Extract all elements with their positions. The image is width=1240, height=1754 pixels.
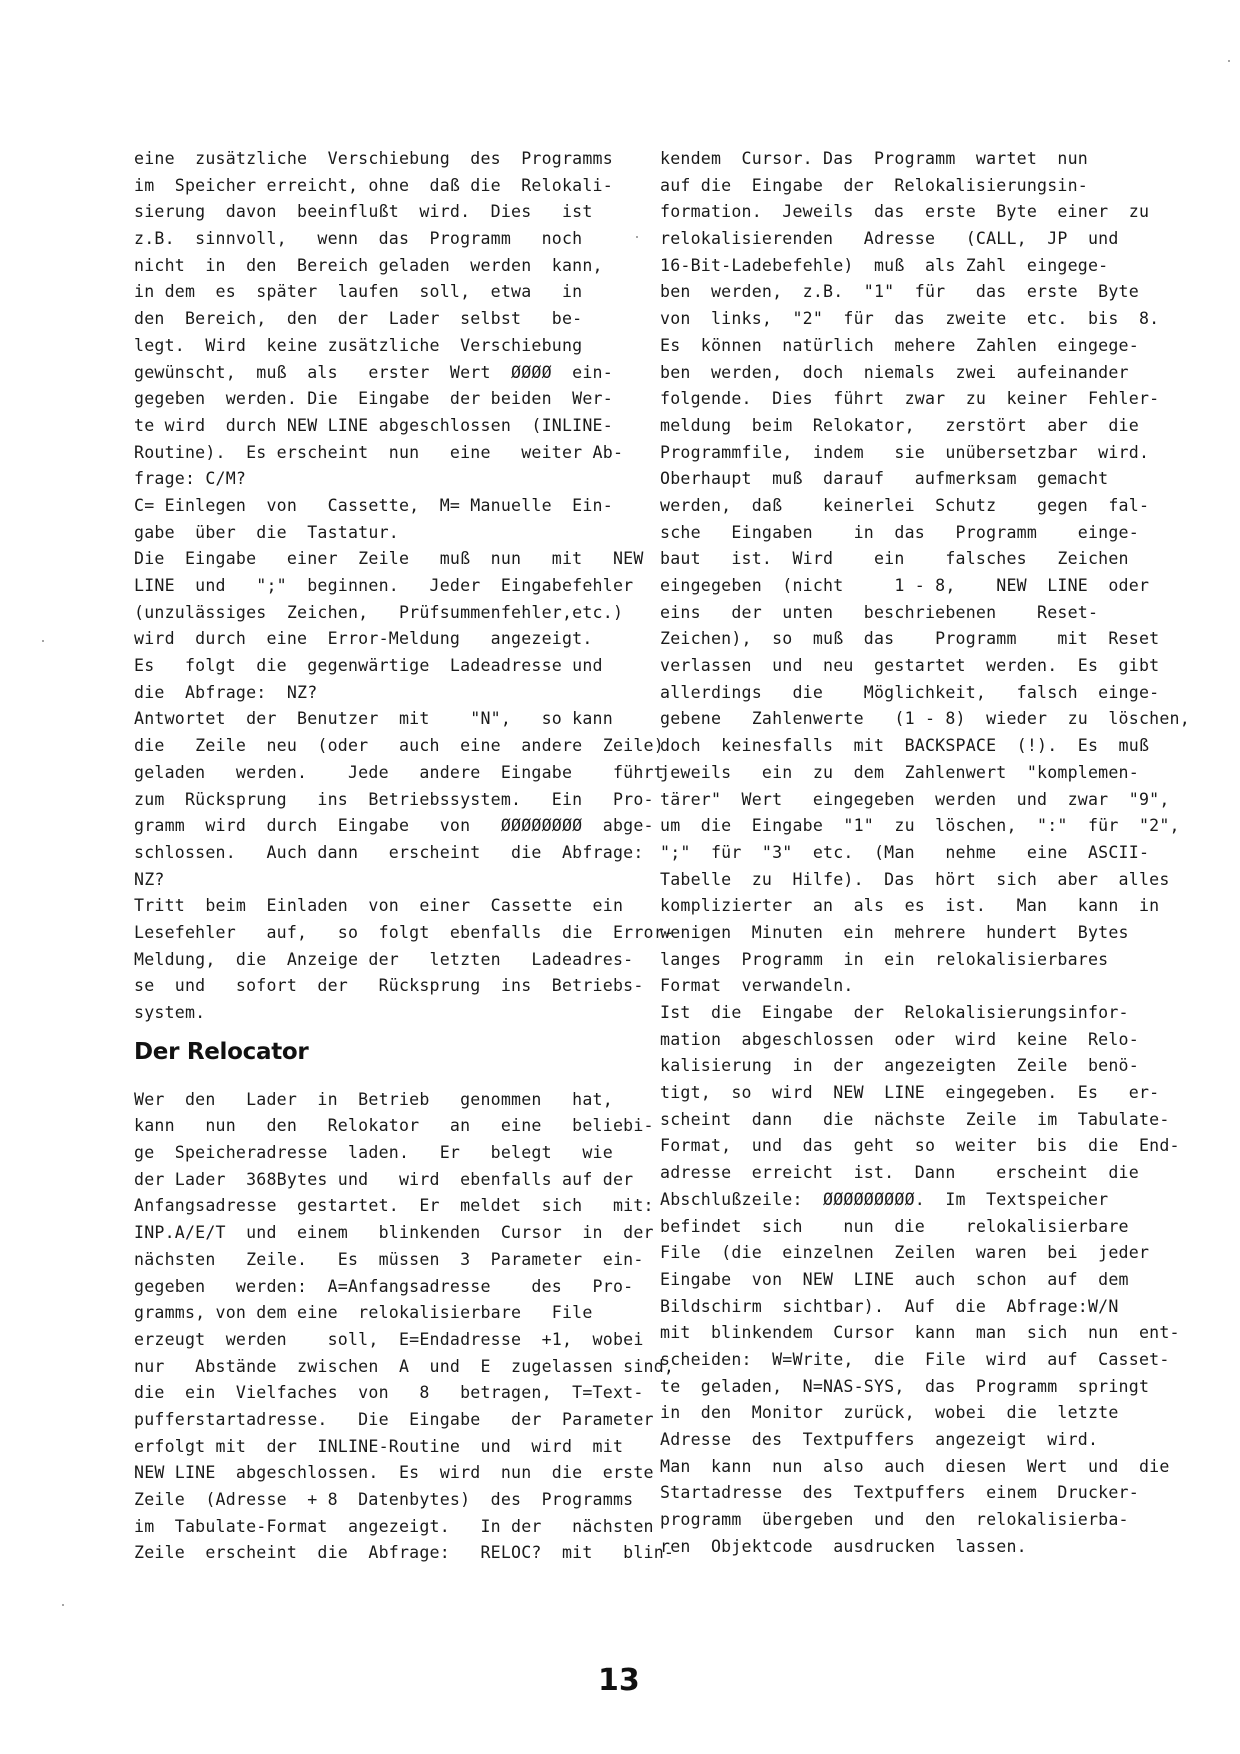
text-line: Ist die Eingabe der Relokalisierungsinfor-: [660, 1003, 1129, 1022]
text-line: kalisierung in der angezeigten Zeile benö-: [660, 1056, 1139, 1076]
text-line: Tritt beim Einladen von einer Cassette ein: [134, 896, 624, 916]
text-line: Es folgt die gegenwärtige Ladeadresse und: [134, 656, 603, 676]
text-line: Eingabe von NEW LINE auch schon auf dem: [660, 1269, 1129, 1289]
text-line: den Bereich, den der Lader selbst be-: [134, 309, 583, 329]
text-line: C= Einlegen von Cassette, M= Manuelle Ein-: [134, 495, 613, 515]
text-line: tärer" Wert eingegeben werden und zwar "9",: [660, 789, 1170, 809]
text-line: Format, und das geht so weiter bis die End-: [660, 1136, 1180, 1156]
left-column: [134, 146, 675, 1567]
text-line: geladen werden. Jede andere Eingabe führt: [134, 762, 664, 782]
text-line: Die Eingabe einer Zeile muß nun mit NEW: [134, 549, 644, 569]
text-line: ben werden, z.B. "1" für das erste Byte: [660, 282, 1139, 302]
text-line: sche Eingaben in das Programm einge-: [660, 522, 1139, 542]
scan-speck: [636, 236, 638, 238]
text-line: ge Speicheradresse laden. Er belegt wie: [134, 1143, 613, 1163]
text-line: schlossen. Auch dann erscheint die Abfrage:: [134, 842, 644, 862]
text-line: legt. Wird keine zusätzliche Verschiebung: [134, 335, 583, 355]
text-line: ";" für "3" etc. (Man nehme eine ASCII-: [660, 842, 1150, 862]
text-line: nur Abstände zwischen A und E zugelassen sind,: [134, 1356, 675, 1376]
text-line: kendem Cursor. Das Programm wartet nun: [660, 149, 1088, 168]
text-line: wenigen Minuten ein mehrere hundert Bytes: [660, 922, 1129, 942]
text-line: in dem es später laufen soll, etwa in: [134, 282, 583, 302]
text-line: meldung beim Relokator, zerstört aber die: [660, 415, 1139, 435]
text-line: Meldung, die Anzeige der letzten Ladeadres-: [134, 949, 634, 969]
text-line: (unzulässiges Zeichen, Prüfsummenfehler,etc.): [134, 602, 624, 622]
text-line: INP.A/E/T und einem blinkenden Cursor in der: [134, 1223, 654, 1243]
text-line: system.: [134, 1003, 206, 1022]
text-line: kann nun den Relokator an eine beliebi-: [134, 1116, 654, 1136]
text-line: gramm wird durch Eingabe von ØØØØØØØØ abge-: [134, 816, 654, 836]
text-line: Startadresse des Textpuffers einem Drucker-: [660, 1483, 1139, 1503]
text-line: programm übergeben und den relokalisierba-: [660, 1510, 1129, 1530]
text-line: wird durch eine Error-Meldung angezeigt.: [134, 629, 593, 649]
text-line: adresse erreicht ist. Dann erscheint die: [660, 1163, 1139, 1183]
text-line: 16-Bit-Ladebefehle) muß als Zahl eingege-: [660, 255, 1109, 275]
text-line: Es können natürlich mehere Zahlen eingege-: [660, 335, 1139, 355]
text-line: NZ?: [134, 869, 165, 889]
text-line: Tabelle zu Hilfe). Das hört sich aber alles: [660, 869, 1170, 889]
text-line: Format verwandeln.: [660, 976, 854, 996]
text-line: allerdings die Möglichkeit, falsch einge-: [660, 682, 1160, 702]
text-line: im Tabulate-Format angezeigt. In der nächsten: [134, 1516, 654, 1536]
left-column-section-text: [134, 1087, 675, 1567]
text-line: gewünscht, muß als erster Wert ØØØØ ein-: [134, 362, 613, 382]
text-line: im Speicher erreicht, ohne daß die Relokali-: [134, 175, 613, 195]
text-line: File (die einzelnen Zeilen waren bei jeder: [660, 1243, 1150, 1263]
text-line: nächsten Zeile. Es müssen 3 Parameter ein-: [134, 1249, 644, 1269]
text-line: baut ist. Wird ein falsches Zeichen: [660, 549, 1129, 569]
text-line: langes Programm in ein relokalisierbares: [660, 949, 1109, 969]
text-line: gramms, von dem eine relokalisierbare File: [134, 1303, 593, 1323]
text-line: erfolgt mit der INLINE-Routine und wird mit: [134, 1436, 624, 1456]
text-line: in den Monitor zurück, wobei die letzte: [660, 1403, 1119, 1423]
text-line: die Zeile neu (oder auch eine andere Zeile): [134, 736, 664, 756]
text-line: eingegeben (nicht 1 - 8, NEW LINE oder: [660, 576, 1150, 595]
text-line: auf die Eingabe der Relokalisierungsin-: [660, 175, 1088, 195]
text-line: eins der unten beschriebenen Reset-: [660, 602, 1099, 622]
text-line: ben werden, doch niemals zwei aufeinander: [660, 362, 1129, 382]
text-line: von links, "2" für das zweite etc. bis 8.: [660, 309, 1160, 329]
text-line: gegeben werden: A=Anfangsadresse des Pro-: [134, 1276, 634, 1296]
text-line: gabe über die Tastatur.: [134, 522, 399, 542]
text-line: verlassen und neu gestartet werden. Es gibt: [660, 656, 1160, 676]
text-line: sierung davon beeinflußt wird. Dies ist: [134, 202, 593, 222]
text-line: gegeben werden. Die Eingabe der beiden Wer-: [134, 389, 613, 409]
text-line: formation. Jeweils das erste Byte einer zu: [660, 202, 1150, 222]
text-line: erzeugt werden soll, E=Endadresse +1, wobei: [134, 1329, 644, 1349]
text-line: Oberhaupt muß darauf aufmerksam gemacht: [660, 469, 1109, 489]
text-line: die ein Vielfaches von 8 betragen, T=Text-: [134, 1383, 644, 1403]
text-line: befindet sich nun die relokalisierbare: [660, 1216, 1129, 1236]
text-line: Zeile erscheint die Abfrage: RELOC? mit blin-: [134, 1543, 675, 1563]
right-column: [660, 146, 1190, 1560]
text-line: nicht in den Bereich geladen werden kann,: [134, 255, 603, 275]
scan-speck: [62, 1604, 64, 1606]
text-line: Zeichen), so muß das Programm mit Reset: [660, 629, 1160, 649]
text-line: mation abgeschlossen oder wird keine Relo-: [660, 1029, 1139, 1049]
text-line: der Lader 368Bytes und wird ebenfalls auf der: [134, 1169, 634, 1189]
text-line: mit blinkendem Cursor kann man sich nun ent-: [660, 1323, 1180, 1343]
text-line: Lesefehler auf, so folgt ebenfalls die Error-: [134, 922, 675, 942]
text-line: die Abfrage: NZ?: [134, 682, 318, 702]
text-line: Routine). Es erscheint nun eine weiter Ab-: [134, 442, 624, 462]
text-line: scheiden: W=Write, die File wird auf Casset-: [660, 1349, 1170, 1369]
text-line: Bildschirm sichtbar). Auf die Abfrage:W/N: [660, 1296, 1119, 1316]
text-line: Adresse des Textpuffers angezeigt wird.: [660, 1430, 1099, 1449]
scan-speck: [1228, 60, 1230, 62]
text-line: zum Rücksprung ins Betriebssystem. Ein Pro-: [134, 789, 654, 809]
scan-speck: [42, 640, 44, 642]
text-line: LINE und ";" beginnen. Jeder Eingabefehler: [134, 576, 634, 595]
text-line: z.B. sinnvoll, wenn das Programm noch: [134, 229, 583, 249]
text-line: tigt, so wird NEW LINE eingegeben. Es er-: [660, 1083, 1160, 1103]
text-line: NEW LINE abgeschlossen. Es wird nun die erste: [134, 1463, 654, 1483]
text-line: eine zusätzliche Verschiebung des Programms: [134, 149, 613, 168]
text-line: Anfangsadresse gestartet. Er meldet sich mit:: [134, 1196, 654, 1216]
text-line: Zeile (Adresse + 8 Datenbytes) des Programms: [134, 1490, 634, 1509]
text-line: se und sofort der Rücksprung ins Betriebs-: [134, 976, 644, 996]
section-heading: Der Relocator: [134, 1038, 309, 1065]
right-column-paragraphs: [660, 146, 1190, 1560]
text-line: pufferstartadresse. Die Eingabe der Parameter: [134, 1409, 654, 1429]
text-line: relokalisierenden Adresse (CALL, JP und: [660, 229, 1119, 249]
page-number: 13: [598, 1663, 640, 1698]
text-line: gebene Zahlenwerte (1 - 8) wieder zu löschen,: [660, 709, 1190, 729]
text-line: um die Eingabe "1" zu löschen, ":" für "2",: [660, 816, 1180, 836]
text-line: te wird durch NEW LINE abgeschlossen (INLINE-: [134, 415, 613, 435]
text-line: scheint dann die nächste Zeile im Tabulate-: [660, 1109, 1170, 1129]
text-line: frage: C/M?: [134, 469, 247, 489]
text-line: Wer den Lader in Betrieb genommen hat,: [134, 1089, 613, 1109]
text-line: werden, daß keinerlei Schutz gegen fal-: [660, 495, 1150, 515]
text-line: doch keinesfalls mit BACKSPACE (!). Es muß: [660, 736, 1150, 756]
left-column-paragraphs: [134, 146, 675, 1027]
text-line: Antwortet der Benutzer mit "N", so kann: [134, 709, 613, 729]
text-line: Programmfile, indem sie unübersetzbar wird.: [660, 442, 1150, 462]
text-line: ren Objektcode ausdrucken lassen.: [660, 1536, 1027, 1556]
text-line: folgende. Dies führt zwar zu keiner Fehler-: [660, 389, 1160, 409]
text-line: komplizierter an als es ist. Man kann in: [660, 896, 1160, 916]
text-line: Abschlußzeile: ØØØØØØØØØ. Im Textspeicher: [660, 1189, 1109, 1209]
text-line: jeweils ein zu dem Zahlenwert "komplemen-: [660, 762, 1139, 782]
text-line: Man kann nun also auch diesen Wert und die: [660, 1456, 1170, 1476]
text-line: te geladen, N=NAS-SYS, das Programm springt: [660, 1376, 1150, 1396]
